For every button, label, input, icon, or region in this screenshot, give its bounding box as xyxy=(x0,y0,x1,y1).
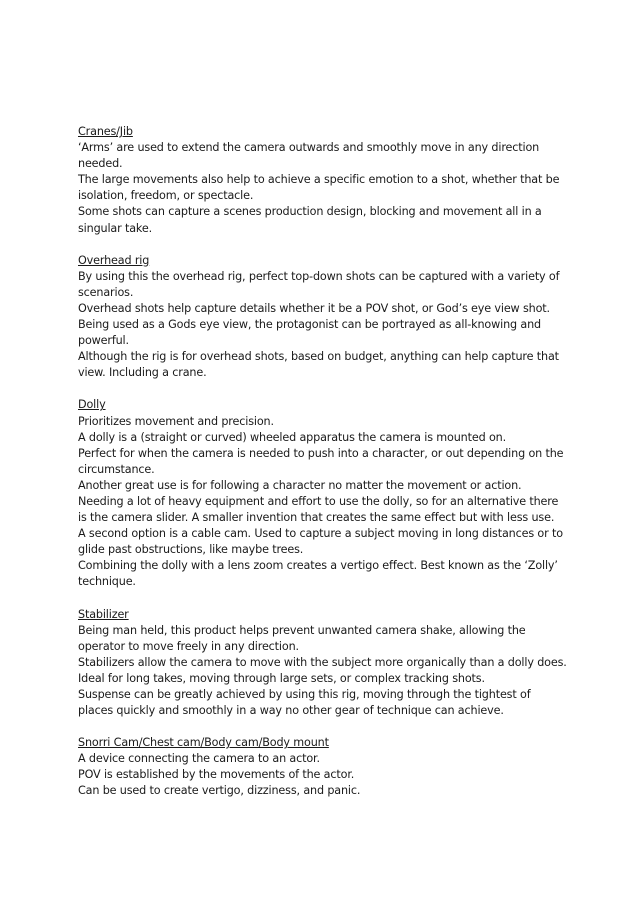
paragraph-line: POV is established by the movements of the actor. xyxy=(78,768,355,782)
section-heading: Snorri Cam/Chest cam/Body cam/Body mount xyxy=(78,736,329,750)
paragraph-line: Some shots can capture a scenes production design, blocking and movement all in a singular take. xyxy=(78,205,542,235)
paragraph-line: By using this the overhead rig, perfect top-down shots can be captured with a variety of scenarios. xyxy=(78,269,560,299)
paragraph-line: A second option is a cable cam. Used to capture a subject moving in long distances or to glide past obstructions, like maybe trees. xyxy=(78,527,563,557)
paragraph-line: Ideal for long takes, moving through large sets, or complex tracking shots. xyxy=(78,671,485,685)
paragraph-line: Perfect for when the camera is needed to push into a character, or out depending on the circumstance. xyxy=(78,446,564,476)
section-heading: Dolly xyxy=(78,398,106,412)
paragraph-line: Can be used to create vertigo, dizziness, and panic. xyxy=(78,784,361,798)
document-body xyxy=(78,124,568,816)
paragraph-line: Combining the dolly with a lens zoom creates a vertigo effect. Best known as the ‘Zolly’ technique. xyxy=(78,559,558,589)
paragraph-line: Being man held, this product helps prevent unwanted camera shake, allowing the operator to move freely in any direction. xyxy=(78,623,526,653)
section-heading: Overhead rig xyxy=(78,253,150,267)
section-heading: Cranes/Jib xyxy=(78,125,133,138)
paragraph-line: The large movements also help to achieve a specific emotion to a shot, whether that be isolation, freedom, or spectacle. xyxy=(78,173,560,203)
paragraph-line: Prioritizes movement and precision. xyxy=(78,414,274,428)
section-dolly xyxy=(78,397,568,590)
paragraph-line: ‘Arms’ are used to extend the camera outwards and smoothly move in any direction needed. xyxy=(78,141,540,171)
paragraph-line: A dolly is a (straight or curved) wheeled apparatus the camera is mounted on. xyxy=(78,430,506,444)
section-overhead-rig xyxy=(78,253,568,382)
paragraph-line: Being used as a Gods eye view, the protagonist can be portrayed as all-knowing and powerful. xyxy=(78,318,541,348)
section-heading: Stabilizer xyxy=(78,607,129,621)
paragraph-line: Another great use is for following a character no matter the movement or action. xyxy=(78,478,522,492)
paragraph-line: Although the rig is for overhead shots, based on budget, anything can help capture that view. Including a crane. xyxy=(78,350,559,380)
paragraph-line: Needing a lot of heavy equipment and effort to use the dolly, so for an alternative there is the camera slider. A smaller invention that creates the same effect but with less use. xyxy=(78,494,559,525)
section-snorri-cam xyxy=(78,735,568,799)
paragraph-line: Suspense can be greatly achieved by using this rig, moving through the tightest of places quickly and smoothly in a way no other gear of technique can achieve. xyxy=(78,688,531,718)
paragraph-line: Overhead shots help capture details whether it be a POV shot, or God’s eye view shot. xyxy=(78,301,550,315)
paragraph-line: A device connecting the camera to an actor. xyxy=(78,752,320,766)
paragraph-line: Stabilizers allow the camera to move with the subject more organically than a dolly does. xyxy=(78,655,567,669)
section-stabilizer xyxy=(78,607,568,720)
section-cranes-jib xyxy=(78,124,568,237)
